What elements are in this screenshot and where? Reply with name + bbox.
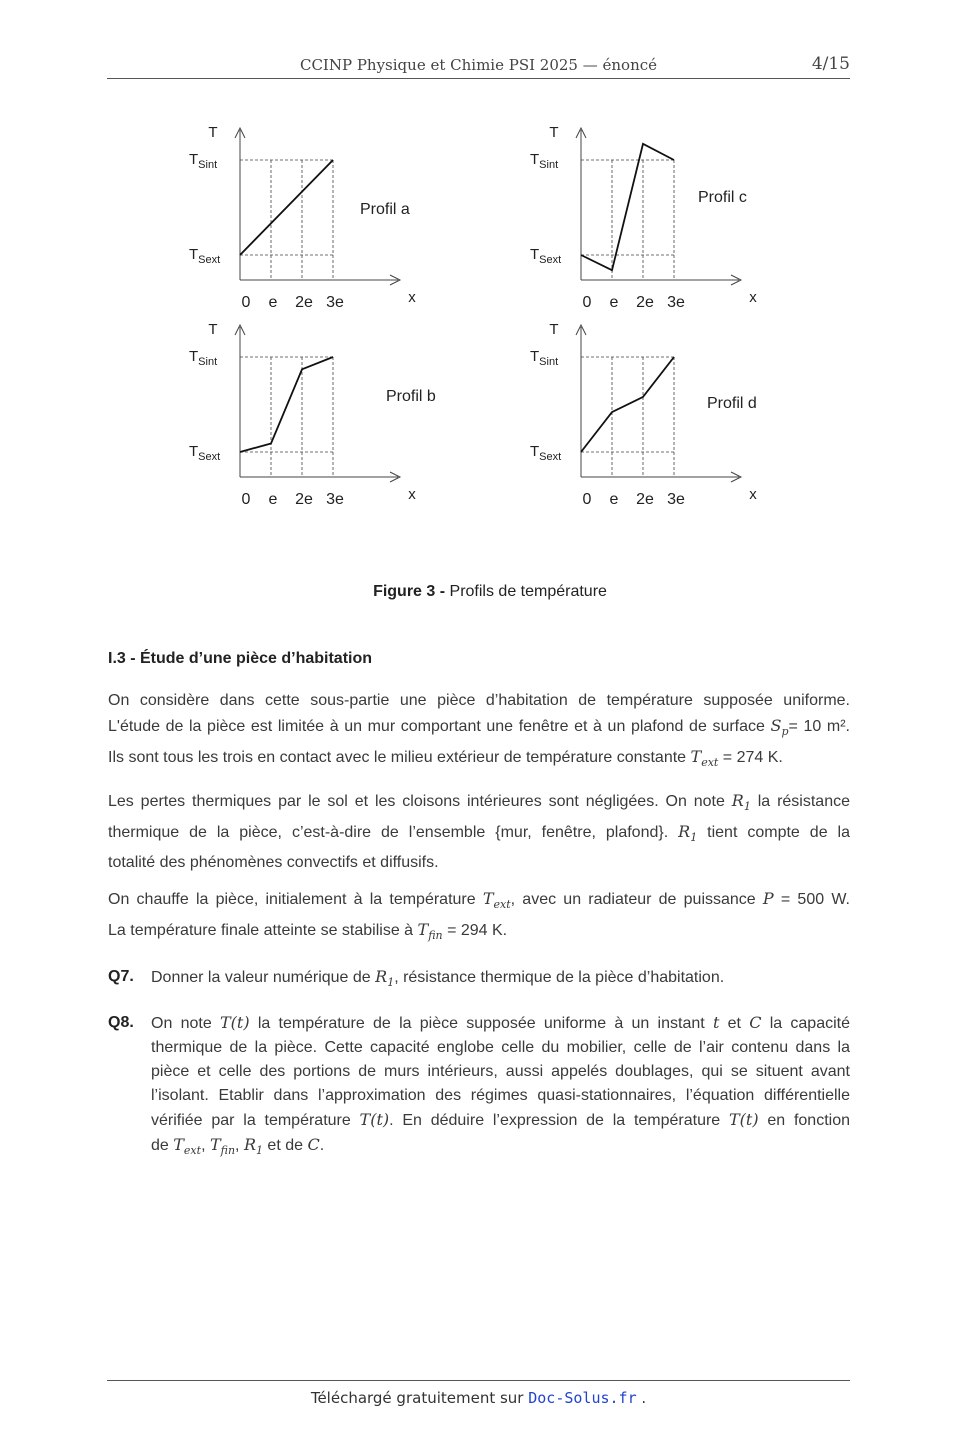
axis-label-x: x — [749, 486, 757, 503]
math-r: R — [678, 822, 691, 842]
q8-line-3: pièce et celle des portions de murs intérieurs, aussi appelés doublages, qui se situent avant — [151, 1063, 850, 1080]
x-tick-label: 3e — [326, 294, 344, 311]
tsext-label: $T_{Sext}$ — [530, 246, 562, 266]
math-t-var: t — [712, 1013, 720, 1032]
axis-label-t: T — [549, 321, 559, 338]
q7-label: Q7. — [108, 968, 134, 985]
profile-label: Profil d — [707, 395, 757, 412]
math-r1 — [243, 1135, 263, 1158]
math-r: R — [375, 967, 388, 986]
tsint-label: $T_{Sint}$ — [189, 151, 218, 171]
math-r: R — [731, 791, 744, 810]
math-sub-ext: ext — [183, 1144, 202, 1158]
page-header — [107, 54, 850, 79]
math-sp — [770, 716, 789, 739]
p1-line-3 — [108, 744, 850, 775]
tsint-label: $T_{Sint}$ — [189, 348, 218, 368]
figure-caption-label: Figure 3 - — [373, 583, 446, 600]
q8-line-1 — [151, 1011, 850, 1036]
axis-label-t: T — [208, 321, 218, 338]
q8-text: On note — [151, 1015, 212, 1032]
temperature-profile-line — [581, 144, 674, 270]
p2-line-1 — [108, 788, 850, 819]
axis-label-t: T — [549, 124, 559, 141]
math-sub-fin: fin — [220, 1144, 236, 1158]
axis-label-x: x — [749, 289, 757, 306]
x-tick-label: 2e — [636, 294, 654, 311]
q8-line-2: thermique de la pièce. Cette capacité englobe celle du mobilier, celle de l’air contenu dans la — [151, 1039, 850, 1056]
question-q8 — [108, 1011, 850, 1163]
math-c: C — [307, 1135, 320, 1154]
q8-text: et de — [262, 1137, 304, 1154]
q8-text: vérifiée par la température — [151, 1112, 351, 1129]
q7-text: Donner la valeur numérique de — [151, 969, 371, 986]
p3-line-1-mid: , avec un radiateur de puissance — [510, 891, 756, 908]
math-r1 — [731, 791, 751, 814]
profile-b-plot — [180, 315, 440, 515]
p3-line-2 — [108, 917, 850, 948]
p3-line-1-end: = 500 W. — [780, 891, 850, 908]
q7-body — [151, 965, 850, 995]
q8-sep: , — [235, 1137, 244, 1154]
q8-text: . En déduire l’expression de la température — [389, 1112, 721, 1129]
math-sub-1: 1 — [743, 800, 751, 814]
q8-line-6 — [151, 1133, 850, 1163]
q8-text: . — [319, 1137, 325, 1154]
figure-caption — [0, 583, 980, 601]
question-q7 — [108, 965, 850, 995]
x-tick-label: 3e — [667, 491, 685, 508]
profile-label: Profil b — [386, 388, 436, 405]
math-r1 — [375, 967, 395, 990]
p3-line-1 — [108, 886, 850, 917]
x-tick-label: e — [268, 294, 278, 311]
x-tick-label: 0 — [241, 294, 251, 311]
paragraph-2 — [108, 788, 850, 875]
section-title: I.3 - Étude d’une pièce d’habitation — [108, 650, 373, 667]
math-sub-1: 1 — [255, 1144, 263, 1158]
math-tfin — [209, 1135, 236, 1158]
p1-line-3-end: = 274 K. — [718, 749, 783, 767]
axis-label-x: x — [408, 289, 416, 306]
q8-text: de — [151, 1137, 169, 1154]
x-tick-label: 2e — [295, 491, 313, 508]
axis-label-t: T — [208, 124, 218, 141]
math-tfin — [417, 920, 443, 943]
profile-chart-svg — [521, 315, 781, 515]
p1-line-2-end: = 10 m². — [788, 718, 850, 735]
math-tt: T(t) — [729, 1110, 759, 1129]
p2-line-2 — [108, 819, 850, 850]
q7-text-end: , résistance thermique de la pièce d’habitation. — [394, 969, 725, 986]
math-s: S — [770, 716, 782, 735]
math-p: P — [762, 889, 774, 908]
math-c: C — [749, 1013, 762, 1032]
footer-end: . — [636, 1389, 647, 1407]
q8-text: la température de la pièce supposée uniforme à un instant — [257, 1015, 705, 1032]
profile-chart-svg — [521, 118, 781, 318]
q8-text: et — [727, 1015, 741, 1032]
profile-c-plot — [521, 118, 781, 318]
math-text — [173, 1135, 202, 1158]
paragraph-3 — [108, 886, 850, 948]
x-tick-label: e — [609, 294, 619, 311]
page-footer — [107, 1380, 850, 1407]
page-number: 4/15 — [811, 54, 850, 74]
x-tick-label: 2e — [636, 491, 654, 508]
x-tick-label: 3e — [667, 294, 685, 311]
p2-line-2-text: thermique de la pièce, c’est-à-dire de l’ensemble {mur, fenêtre, plafond}. — [108, 824, 669, 842]
math-sub-ext: ext — [701, 756, 719, 770]
math-r1 — [678, 822, 698, 845]
q8-sep: , — [201, 1137, 210, 1154]
tsint-label: $T_{Sint}$ — [530, 348, 559, 368]
tsint-label: $T_{Sint}$ — [530, 151, 559, 171]
p3-line-2-text: La température finale atteinte se stabilise à — [108, 922, 414, 940]
tsext-label: $T_{Sext}$ — [189, 246, 221, 266]
math-sub-ext: ext — [493, 898, 511, 912]
math-t: T — [690, 747, 702, 767]
math-sub-fin: fin — [428, 929, 443, 943]
p2-line-3: totalité des phénomènes convectifs et diffusifs. — [108, 854, 439, 872]
math-tt: T(t) — [219, 1013, 250, 1032]
p1-line-2-text: L'étude de la pièce est limitée à un mur comportant une fenêtre et à un plafond de surface — [108, 718, 765, 735]
q8-body — [151, 1011, 850, 1163]
profile-a-plot — [180, 118, 440, 318]
header-title: CCINP Physique et Chimie PSI 2025 — énoncé — [299, 56, 658, 74]
x-tick-label: e — [268, 491, 278, 508]
p2-line-1-end: la résistance — [757, 793, 850, 810]
math-t: T — [209, 1135, 221, 1154]
profile-label: Profil c — [698, 189, 747, 206]
footer-text — [107, 1389, 850, 1407]
doc-solus-link[interactable]: Doc-Solus.fr — [528, 1389, 637, 1407]
math-t: T — [482, 889, 494, 908]
q8-text: en fonction — [767, 1112, 850, 1129]
profile-d-plot — [521, 315, 781, 515]
temperature-profile-line — [240, 160, 333, 255]
x-tick-label: 0 — [241, 491, 251, 508]
axis-label-x: x — [408, 486, 416, 503]
profile-label: Profil a — [360, 201, 410, 218]
figure-caption-text: Profils de température — [445, 583, 607, 600]
math-text — [690, 747, 719, 770]
p1-line-1: On considère dans cette sous-partie une pièce d’habitation de température supposée uniforme. — [108, 692, 850, 709]
temperature-profile-line — [581, 357, 674, 452]
profile-chart-svg — [180, 315, 440, 515]
p2-line-2-end: tient compte de la — [707, 824, 851, 842]
math-t: T — [173, 1135, 184, 1154]
x-tick-label: 2e — [295, 294, 313, 311]
p1-line-2 — [108, 713, 850, 744]
x-tick-label: 0 — [582, 491, 592, 508]
tsext-label: $T_{Sext}$ — [530, 443, 562, 463]
math-t: T — [417, 920, 429, 940]
tsext-label: $T_{Sext}$ — [189, 443, 221, 463]
math-r: R — [243, 1135, 256, 1154]
math-text — [482, 889, 511, 912]
math-tt: T(t) — [359, 1110, 390, 1129]
profile-chart-svg — [180, 118, 440, 318]
math-sub-1: 1 — [690, 831, 698, 845]
q8-label: Q8. — [108, 1014, 134, 1031]
p1-line-3-text: Ils sont tous les trois en contact avec le milieu extérieur de température constante — [108, 749, 687, 767]
x-tick-label: 0 — [582, 294, 592, 311]
footer-label: Téléchargé gratuitement sur — [310, 1389, 529, 1407]
q8-line-4: l’isolant. Etablir dans l’approximation des régimes quasi-stationnaires, l’équation différentielle — [151, 1087, 850, 1104]
math-sub-1: 1 — [387, 976, 395, 990]
p2-line-1-text: Les pertes thermiques par le sol et les cloisons intérieures sont négligées. On note — [108, 793, 725, 810]
x-tick-label: e — [609, 491, 619, 508]
q8-text: la capacité — [769, 1015, 851, 1032]
temperature-profile-line — [240, 357, 333, 452]
math-sub-p: p — [781, 725, 789, 739]
p3-line-1-text: On chauffe la pièce, initialement à la température — [108, 891, 476, 908]
q8-line-5 — [151, 1108, 850, 1133]
p3-line-2-end: = 294 K. — [442, 922, 508, 940]
paragraph-1 — [108, 688, 850, 775]
x-tick-label: 3e — [326, 491, 344, 508]
